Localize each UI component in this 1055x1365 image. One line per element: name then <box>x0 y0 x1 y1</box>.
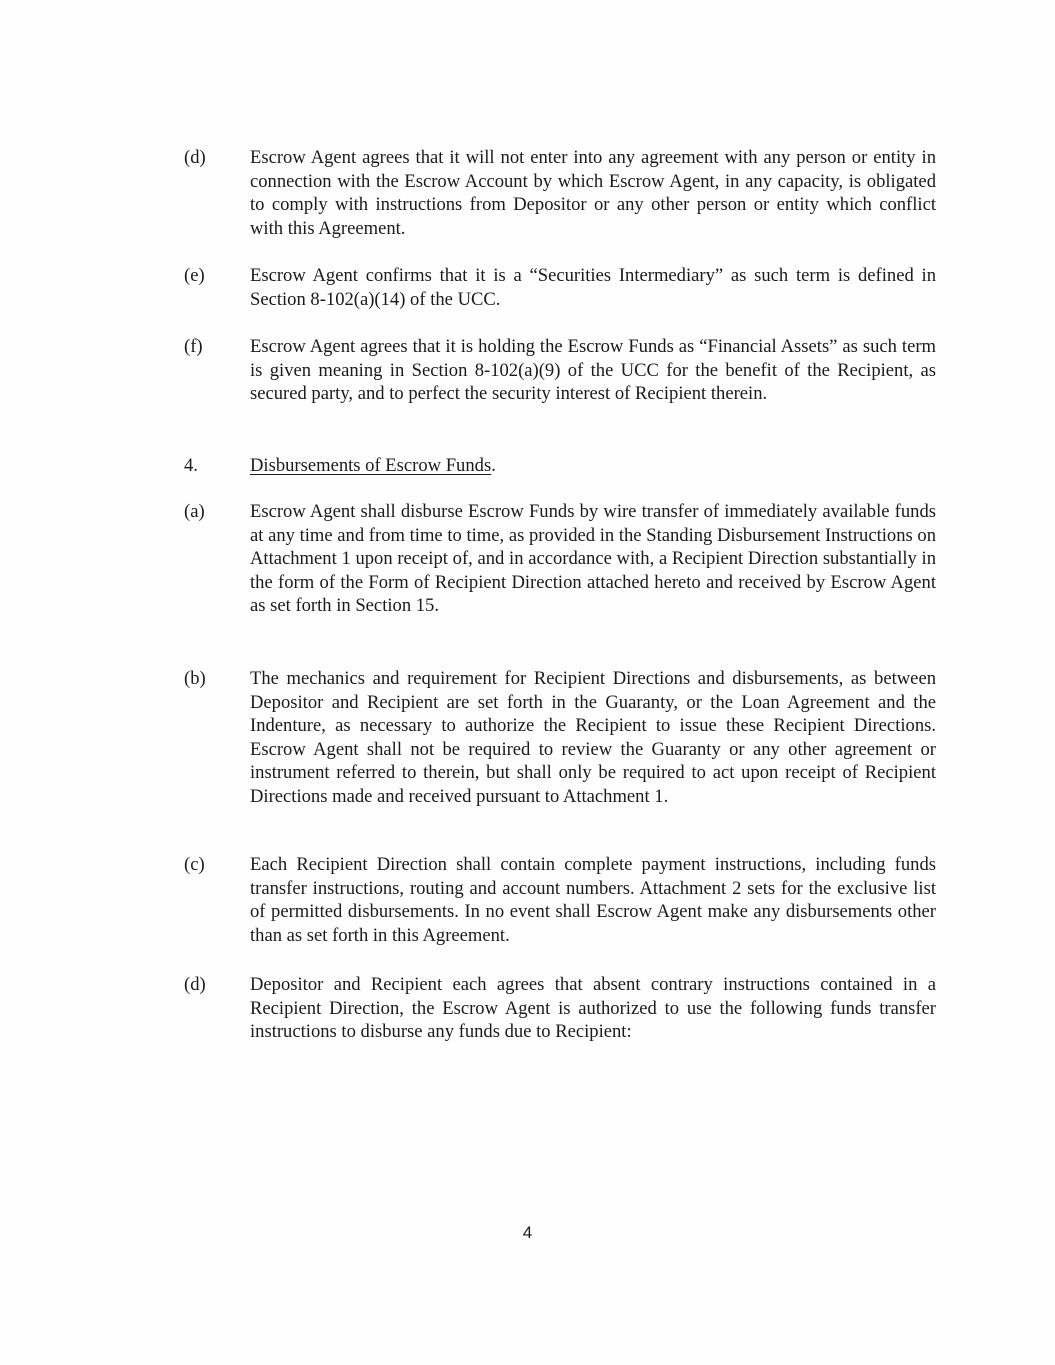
paragraph-label: (f) <box>184 336 203 357</box>
paragraph-text: Each Recipient Direction shall contain complete payment instructions, including funds transfer instructions, routing and account numbers. Attachment 2 sets for the exclusive list of permitted disbursements. In no event shall Escrow Agent make any disbursements other than as set forth in this Agreement. <box>250 854 936 946</box>
paragraph-label: (e) <box>184 265 205 286</box>
page-number: 4 <box>522 1223 533 1242</box>
section-title: Disbursements of Escrow Funds <box>250 455 492 476</box>
paragraph-label: (a) <box>184 501 205 522</box>
paragraph-text: Escrow Agent agrees that it will not enter into any agreement with any person or entity in connection with the Escrow Account by which Escrow Agent, in any capacity, is obligated to comply with instructions from Depositor or any other person or entity which conflict with this Agreement. <box>250 147 936 239</box>
section-number: 4. <box>184 455 198 476</box>
paragraph-3d <box>184 146 936 240</box>
paragraph-label: (b) <box>184 668 206 689</box>
paragraph-text: Depositor and Recipient each agrees that absent contrary instructions contained in a Recipient Direction, the Escrow Agent is authorized to use the following funds transfer instructions to disburse any funds due to Recipient: <box>250 974 936 1043</box>
paragraph-3e <box>184 264 936 311</box>
section-title-period: . <box>491 455 496 476</box>
paragraph-text: Escrow Agent shall disburse Escrow Funds by wire transfer of immediately available funds at any time and from time to time, as provided in the Standing Disbursement Instructions on Attachment 1 upon receipt of, and in accordance with, a Recipient Direction substantially in the form of the Form of Recipient Direction attached hereto and received by Escrow Agent as set forth in Section 15. <box>250 501 936 617</box>
paragraph-text: Escrow Agent confirms that it is a “Securities Intermediary” as such term is defined in Section 8-102(a)(14) of the UCC. <box>250 265 936 310</box>
paragraph-label: (d) <box>184 147 206 168</box>
section-4-heading <box>184 454 936 478</box>
paragraph-label: (c) <box>184 854 205 875</box>
paragraph-4d <box>184 973 936 1044</box>
paragraph-4b <box>184 667 936 809</box>
paragraph-text: Escrow Agent agrees that it is holding the Escrow Funds as “Financial Assets” as such term is given meaning in Section 8-102(a)(9) of the UCC for the benefit of the Recipient, as secured party, and to perfect the security interest of Recipient therein. <box>250 336 936 405</box>
paragraph-3f <box>184 335 936 406</box>
paragraph-4a <box>184 500 936 618</box>
paragraph-4c <box>184 853 936 947</box>
paragraph-label: (d) <box>184 974 206 995</box>
paragraph-text: The mechanics and requirement for Recipient Directions and disbursements, as between Depositor and Recipient are set forth in the Guaranty, or the Loan Agreement and the Indenture, as necessary to authorize the Recipient to issue these Recipient Directions. Escrow Agent shall not be required to review the Guaranty or any other agreement or instrument referred to therein, but shall only be required to act upon receipt of Recipient Directions made and received pursuant to Attachment 1. <box>250 668 936 807</box>
